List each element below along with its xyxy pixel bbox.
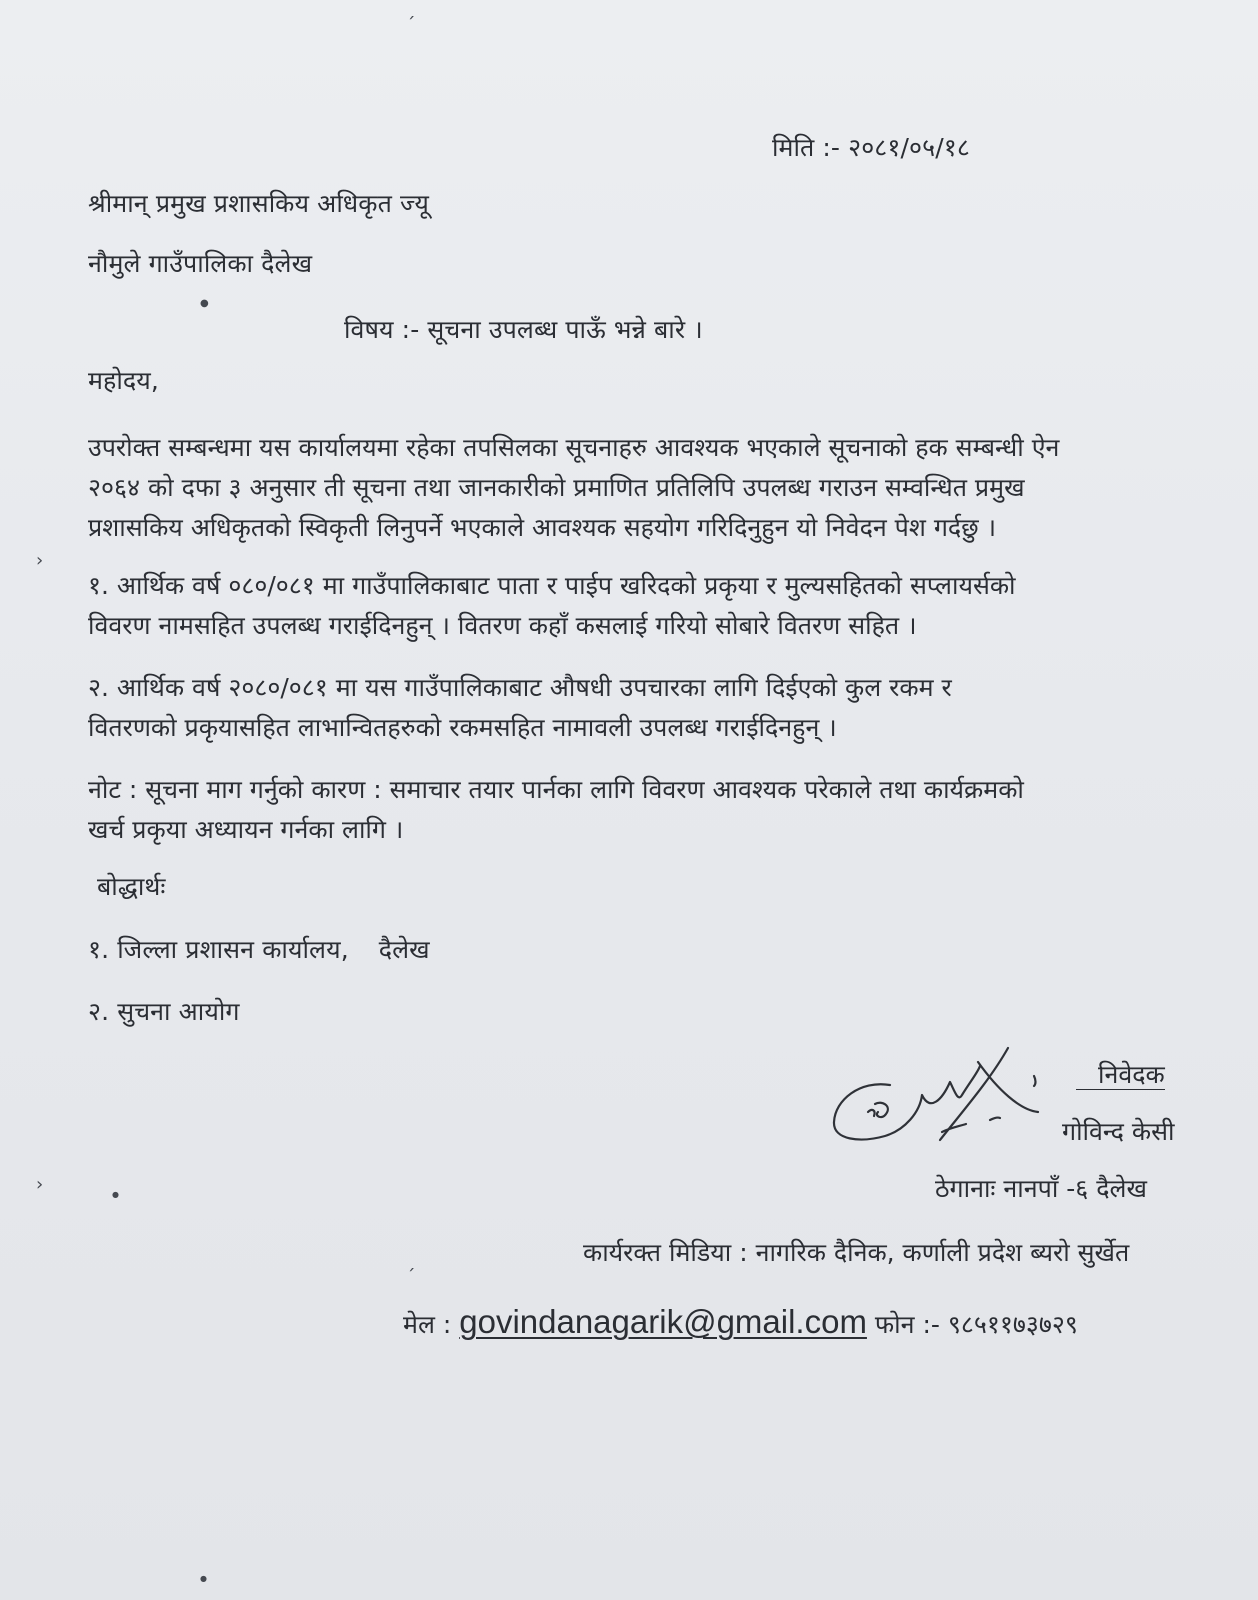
phone-number: फोन :- ९८५११७३७२९ bbox=[874, 1310, 1078, 1339]
margin-tick-mark: › bbox=[36, 1174, 44, 1195]
letter-date: मिति :- २०८१/०५/१८ bbox=[772, 133, 970, 162]
body-line: २०६४ को दफा ३ अनुसार ती सूचना तथा जानकारीको प्रमाणित प्रतिलिपि उपलब्ध गराउन सम्वन्धित प्रमुख bbox=[88, 473, 1025, 502]
recipient-title: श्रीमान् प्रमुख प्रशासकिय अधिकृत ज्यू bbox=[88, 189, 429, 218]
body-line: २. आर्थिक वर्ष २०८०/०८१ मा यस गाउँपालिकाबाट औषधी उपचारका लागि दिईएको कुल रकम र bbox=[88, 673, 952, 702]
sender-address: ठेगानाः नानपाँ -६ दैलेख bbox=[935, 1174, 1147, 1203]
body-line: विवरण नामसहित उपलब्ध गराईदिनहुन् । वितरण कहाँ कसलाई गरियो सोबारे वितरण सहित । bbox=[88, 611, 917, 640]
email-label: मेल : bbox=[403, 1310, 452, 1339]
stray-dot: ● bbox=[200, 298, 209, 309]
recipient-office: नौमुले गाउँपालिका दैलेख bbox=[88, 249, 313, 278]
stray-mark: ׳ bbox=[408, 10, 416, 31]
body-line: नोट : सूचना माग गर्नुको कारण : समाचार तयार पार्नका लागि विवरण आवश्यक परेकाले तथा कार्यक्रमको bbox=[88, 775, 1024, 804]
email-address: govindanagarik@gmail.com bbox=[459, 1303, 867, 1340]
cc-title: बोद्धार्थः bbox=[97, 872, 166, 901]
salutation: महोदय, bbox=[88, 366, 159, 395]
request-point-1 bbox=[88, 566, 1188, 646]
body-line: खर्च प्रकृया अध्यायन गर्नका लागि । bbox=[88, 815, 404, 844]
stray-dot: ● bbox=[112, 1190, 119, 1199]
sender-media: कार्यरक्त मिडिया : नागरिक दैनिक, कर्णाली प्रदेश ब्यरो सुर्खेत bbox=[583, 1238, 1130, 1267]
stray-mark: ׳ bbox=[408, 1262, 416, 1283]
body-line: उपरोक्त सम्बन्धमा यस कार्यालयमा रहेका तपसिलका सूचनाहरु आवश्यक भएकाले सूचनाको हक सम्बन्धी ऐन bbox=[88, 433, 1060, 462]
letter-subject: विषय :- सूचना उपलब्ध पाऊँ भन्ने बारे । bbox=[344, 315, 703, 344]
body-paragraph bbox=[88, 428, 1188, 548]
margin-tick-mark: › bbox=[36, 550, 44, 571]
stray-dot: ● bbox=[200, 1574, 207, 1583]
cc-item-1 bbox=[88, 933, 430, 967]
request-point-2 bbox=[88, 668, 1188, 748]
cc-item-label: १. जिल्ला प्रशासन कार्यालय, bbox=[88, 935, 349, 964]
note-paragraph bbox=[88, 770, 1188, 850]
cc-item-place: दैलेख bbox=[378, 935, 430, 964]
body-line: प्रशासकिय अधिकृतको स्विकृती लिनुपर्ने भएकाले आवश्यक सहयोग गरिदिनुहुन यो निवेदन पेश गर्दछु । bbox=[88, 513, 997, 542]
sender-contact bbox=[403, 1302, 1078, 1345]
sender-label: निवेदक bbox=[1098, 1058, 1165, 1092]
body-line: १. आर्थिक वर्ष ०८०/०८१ मा गाउँपालिकाबाट पाता र पाईप खरिदको प्रकृया र मुल्यसहितको सप्लायर्सको bbox=[88, 571, 1016, 600]
sender-name: गोविन्द केसी bbox=[1062, 1117, 1175, 1146]
handwritten-signature bbox=[830, 1040, 1060, 1165]
body-line: वितरणको प्रकृयासहित लाभान्वितहरुको रकमसहित नामावली उपलब्ध गराईदिनहुन् । bbox=[88, 713, 837, 742]
cc-item-2: २. सुचना आयोग bbox=[88, 997, 240, 1026]
